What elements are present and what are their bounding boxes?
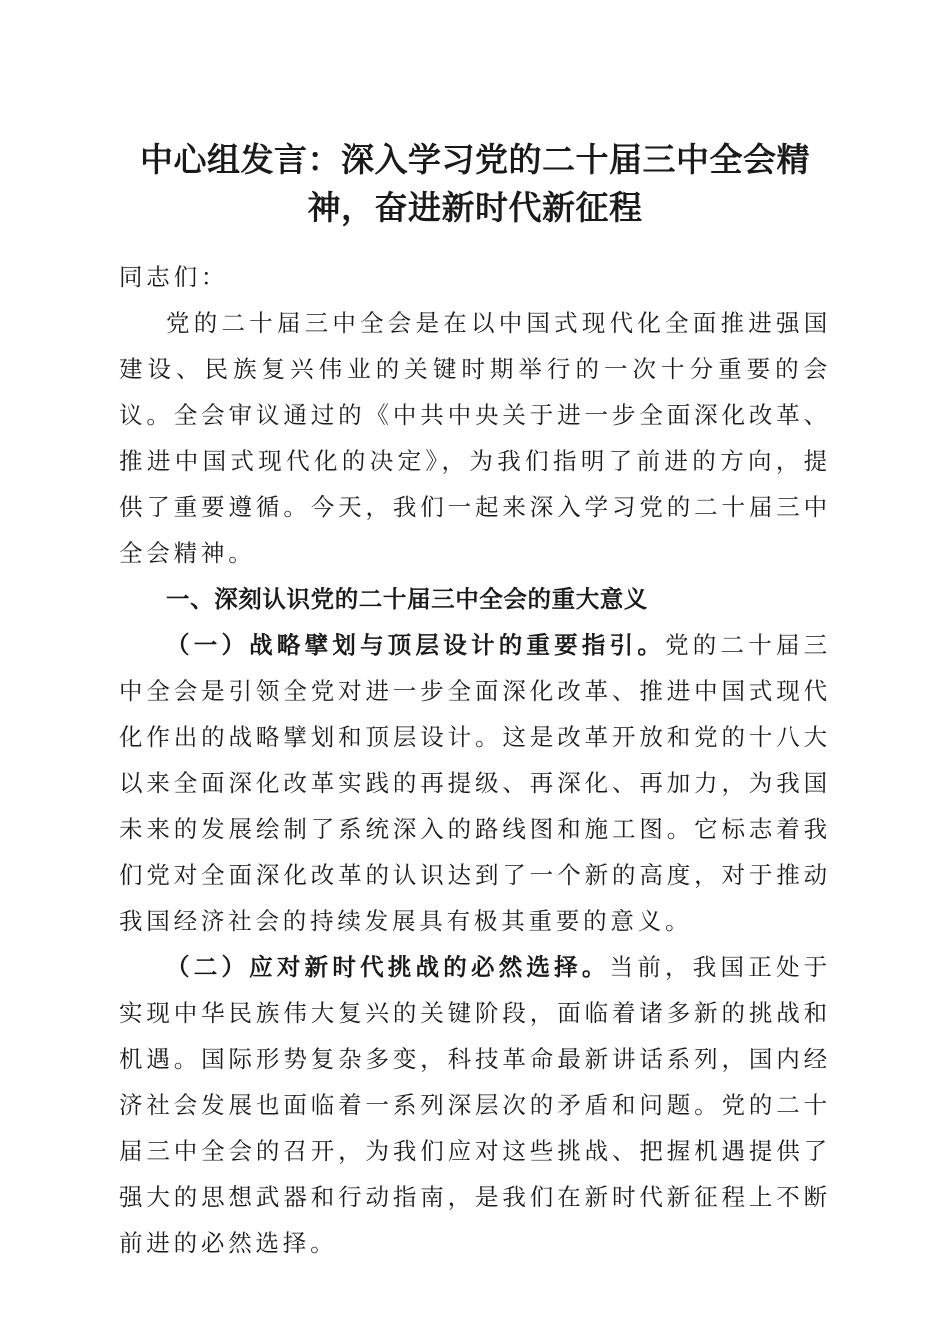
section-heading: 一、深刻认识党的二十届三中全会的重大意义 [166,585,648,613]
document-title: 中心组发言：深入学习党的二十届三中全会精神，奋进新时代新征程 [140,140,810,227]
subsection-2-text: 当前，我国正处于实现中华民族伟大复兴的关键阶段，面临着诸多新的挑战和机遇。国际形势复杂多变，科技革命最新讲话系列，国内经济社会发展也面临着一系列深层次的矛盾和问题。党的二十届三中全会的召开，为我们应对这些挑战、把握机遇提供了强大的思想武器和行动指南，是我们在新时代新征程上不断前进的必然选择。 [119,953,831,1257]
intro-paragraph: 党的二十届三中全会是在以中国式现代化全面推进强国建设、民族复兴伟业的关键时期举行的一次十分重要的会议。全会审议通过的《中共中央关于进一步全面深化改革、推进中国式现代化的决定》，为我们指明了前进的方向，提供了重要遵循。今天，我们一起来深入学习党的二十届三中全会精神。 [119,309,831,567]
subsection-1-lead: （一）战略擘划与顶层设计的重要指引。 [166,631,666,659]
document-body [119,254,831,1266]
salutation: 同志们： [119,263,229,291]
subsection-2-paragraph [119,944,831,1266]
subsection-2-lead: （二）应对新时代挑战的必然选择。 [166,953,610,981]
subsection-1-paragraph [119,622,831,944]
subsection-1-text: 党的二十届三中全会是引领全党对进一步全面深化改革、推进中国式现代化作出的战略擘划和顶层设计。这是改革开放和党的十八大以来全面深化改革实践的再提级、再深化、再加力，为我国未来的发展绘制了系统深入的路线图和施工图。它标志着我们党对全面深化改革的认识达到了一个新的高度，对于推动我国经济社会的持续发展具有极其重要的意义。 [119,631,831,935]
